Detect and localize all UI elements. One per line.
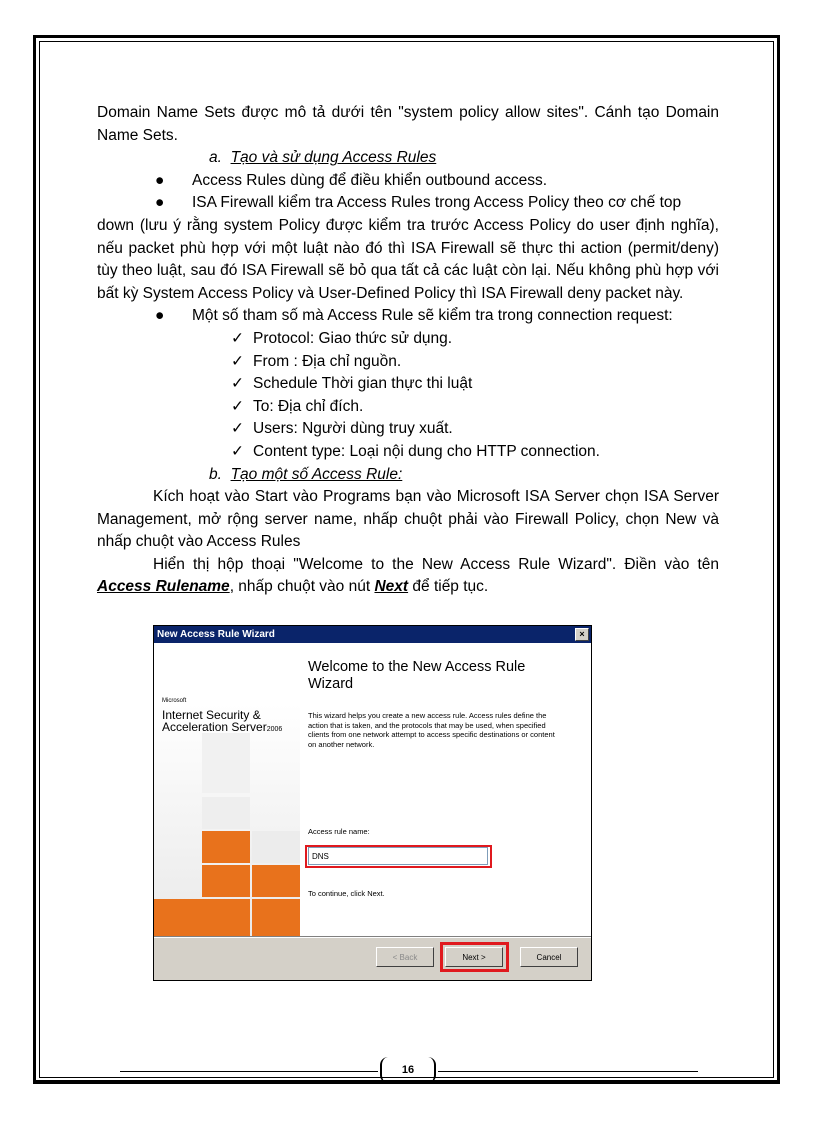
side-tile [252,831,300,863]
check-text: Schedule Thời gian thực thi luật [253,375,473,393]
orange-tile [202,831,250,863]
check-text: To: Địa chỉ đích. [253,397,364,415]
heading-b-text: Tạo một số Access Rule: [230,465,403,483]
dialog-instruction-text: , nhấp chuột vào nút [229,578,371,596]
checkmark-icon: ✓ [231,420,244,438]
orange-tile [252,865,300,897]
heading-a-number: a. [209,149,222,167]
heading-a [97,147,719,170]
wizard-side-panel [154,643,300,936]
bullet-icon: ● [155,307,165,325]
check-item [97,418,719,441]
button-separator [154,936,591,938]
wizard-dialog-screenshot [153,625,592,981]
side-tile [202,797,250,829]
highlight-box [305,845,492,868]
logo-year: 2006 [266,726,283,733]
logo-line2: Acceleration Server [162,720,267,734]
check-item [97,441,719,464]
bullet-icon: ● [155,171,165,189]
heading-b-number: b. [209,465,222,483]
footer-line-left [120,1071,378,1072]
check-text: From : Địa chỉ nguồn. [253,352,402,370]
wizard-description: This wizard helps you create a new access rule. Access rules define the action that is taken, and the protocols that may be used, when specified clients from one network attempt to access specific destinations or content on another network. [308,711,555,749]
close-icon[interactable]: × [575,628,589,641]
bullet-icon: ● [155,194,165,212]
instruction-paragraph: Kích hoạt vào Start vào Programs bạn vào Microsoft ISA Server chọn ISA Server Management, mở rộng server name, nhấp chuột phải vào Firewall Policy, chọn New và nhấp chuột vào Access Rules [97,488,719,551]
intro-paragraph: Domain Name Sets được mô tả dưới tên "system policy allow sites". Cánh tạo Domain Name Sets. [97,104,719,144]
checkmark-icon: ✓ [231,375,244,393]
heading-a-text: Tạo và sử dụng Access Rules [230,149,437,167]
emphasis-rulename: Access Rulename [97,578,230,596]
check-item [97,351,719,374]
bullet-item [97,305,719,328]
check-text: Content type: Loại nội dung cho HTTP connection. [253,442,600,460]
bullet-item [97,192,719,215]
highlight-box [440,942,509,972]
product-logo [162,695,282,736]
back-button[interactable]: < Back [376,947,434,967]
checkmark-icon: ✓ [231,397,244,415]
dialog-instruction-text: Hiển thị hộp thoại "Welcome to the New Access Rule Wizard". Điền vào tên [153,555,719,573]
check-item [97,328,719,351]
bullet-text: Một số tham số mà Access Rule sẽ kiểm tra trong connection request: [192,307,673,325]
wizard-main-panel [300,643,591,936]
bullet-text: ISA Firewall kiểm tra Access Rules trong Access Policy theo cơ chế top [192,194,682,212]
side-tile [202,733,250,793]
orange-tile [154,899,202,936]
orange-tile [252,899,300,936]
dialog-title: New Access Rule Wizard [157,629,275,640]
document-body [97,102,719,599]
heading-b [97,464,719,487]
dialog-titlebar [154,626,591,643]
checkmark-icon: ✓ [231,352,244,370]
check-item [97,373,719,396]
next-button[interactable]: Next > [445,947,503,967]
rule-name-input[interactable]: DNS [308,847,488,865]
bullet-text: Access Rules dùng để điều khiển outbound access. [192,171,548,189]
continue-text: To continue, click Next. [308,889,385,898]
dialog-instruction-text: để tiếp tục. [412,578,489,596]
check-text: Protocol: Giao thức sử dụng. [253,329,453,347]
checkmark-icon: ✓ [231,442,244,460]
orange-tile [202,865,250,897]
welcome-title: Welcome to the New Access Rule Wizard [308,659,526,692]
footer-line-right [438,1071,698,1072]
rule-name-label: Access rule name: [308,827,370,836]
emphasis-next: Next [374,578,409,596]
cancel-button[interactable]: Cancel [520,947,578,967]
logo-line1: Internet Security & [162,708,261,722]
page-number: 16 [380,1057,436,1083]
bullet-item [97,170,719,193]
dialog-instruction-paragraph [97,554,719,599]
logo-microsoft: Microsoft [162,698,187,704]
checkmark-icon: ✓ [231,329,244,347]
check-item [97,396,719,419]
orange-tile [202,899,250,936]
check-text: Users: Người dùng truy xuất. [253,420,453,438]
bullet-continuation: down (lưu ý rằng system Policy được kiểm tra trước Access Policy do user định nghĩa), nếu packet phù hợp với một luật nào đó thì ISA Firewall sẽ thực thi action (permit/deny) tùy theo luật, sau đó ISA Firewall sẽ bỏ qua tất cả các luật còn lại. Nếu không phù hợp với bất kỳ System Access Policy và User-Defined Policy thì ISA Firewall deny packet này. [97,216,719,302]
